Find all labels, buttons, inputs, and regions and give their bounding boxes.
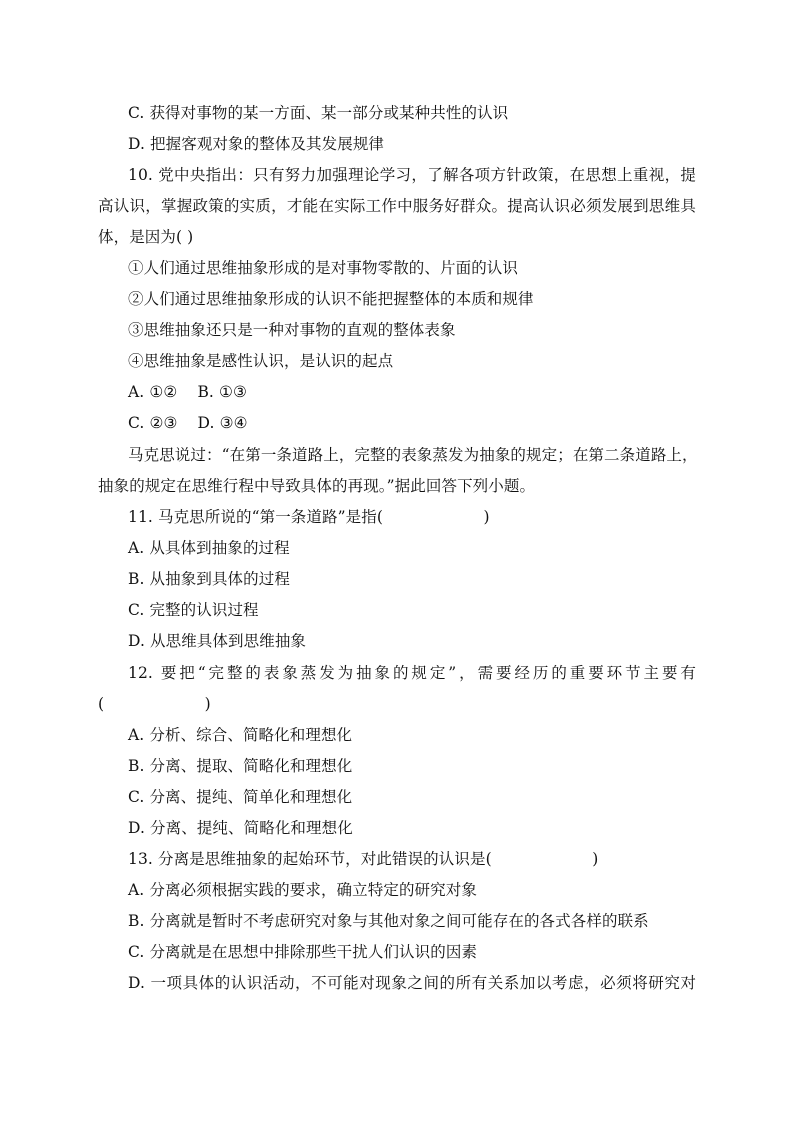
q12-option-d: D. 分离、提纯、简略化和理想化 <box>128 819 353 837</box>
q11-stem: 11. 马克思所说的“第一条道路”是指( ) <box>128 508 490 526</box>
q11-option-a: A. 从具体到抽象的过程 <box>128 539 290 557</box>
passage-line2: 抽象的规定在思维行程中导致具体的再现。”据此回答下列小题。 <box>98 477 536 495</box>
q10-statement-3: ③思维抽象还只是一种对事物的直观的整体表象 <box>128 321 456 339</box>
q12-option-b: B. 分离、提取、简略化和理想化 <box>128 757 353 775</box>
q10-statement-4: ④思维抽象是感性认识，是认识的起点 <box>128 352 394 370</box>
q13-option-b: B. 分离就是暂时不考虑研究对象与其他对象之间可能存在的各式各样的联系 <box>128 912 649 930</box>
q9-option-c: C. 获得对事物的某一方面、某一部分或某种共性的认识 <box>128 104 509 122</box>
q13-option-a: A. 分离必须根据实践的要求，确立特定的研究对象 <box>128 881 477 899</box>
q11-option-d: D. 从思维具体到思维抽象 <box>128 632 307 650</box>
q13-option-c: C. 分离就是在思想中排除那些干扰人们认识的因素 <box>128 943 478 961</box>
q11-option-c: C. 完整的认识过程 <box>128 601 259 619</box>
q10-stem-line3: 体，是因为( ) <box>98 228 194 246</box>
q12-stem-line2: ( ) <box>98 695 211 713</box>
q13-option-d: D. 一项具体的认识活动，不可能对现象之间的所有关系加以考虑，必须将研究对 <box>128 974 696 992</box>
q10-statement-1: ①人们通过思维抽象形成的是对事物零散的、片面的认识 <box>128 259 519 277</box>
q12-stem-line1: 12. 要把“完整的表象蒸发为抽象的规定”，需要经历的重要环节主要有 <box>128 664 696 682</box>
q10-stem-line2: 高认识，掌握政策的实质，才能在实际工作中服务好群众。提高认识必须发展到思维具 <box>98 197 696 215</box>
q10-options-cd: C. ②③ D. ③④ <box>128 414 248 432</box>
q13-stem: 13. 分离是思维抽象的起始环节，对此错误的认识是( ) <box>128 850 599 868</box>
q12-option-c: C. 分离、提纯、简单化和理想化 <box>128 788 353 806</box>
q12-option-a: A. 分析、综合、简略化和理想化 <box>128 726 353 744</box>
q10-statement-2: ②人们通过思维抽象形成的认识不能把握整体的本质和规律 <box>128 290 534 308</box>
q10-options-ab: A. ①② B. ①③ <box>128 383 247 401</box>
passage-line1: 马克思说过：“在第一条道路上，完整的表象蒸发为抽象的规定；在第二条道路上， <box>128 446 698 464</box>
q9-option-d: D. 把握客观对象的整体及其发展规律 <box>128 135 385 153</box>
q10-stem-line1: 10. 党中央指出：只有努力加强理论学习，了解各项方针政策，在思想上重视，提 <box>128 166 696 184</box>
q11-option-b: B. 从抽象到具体的过程 <box>128 570 290 588</box>
